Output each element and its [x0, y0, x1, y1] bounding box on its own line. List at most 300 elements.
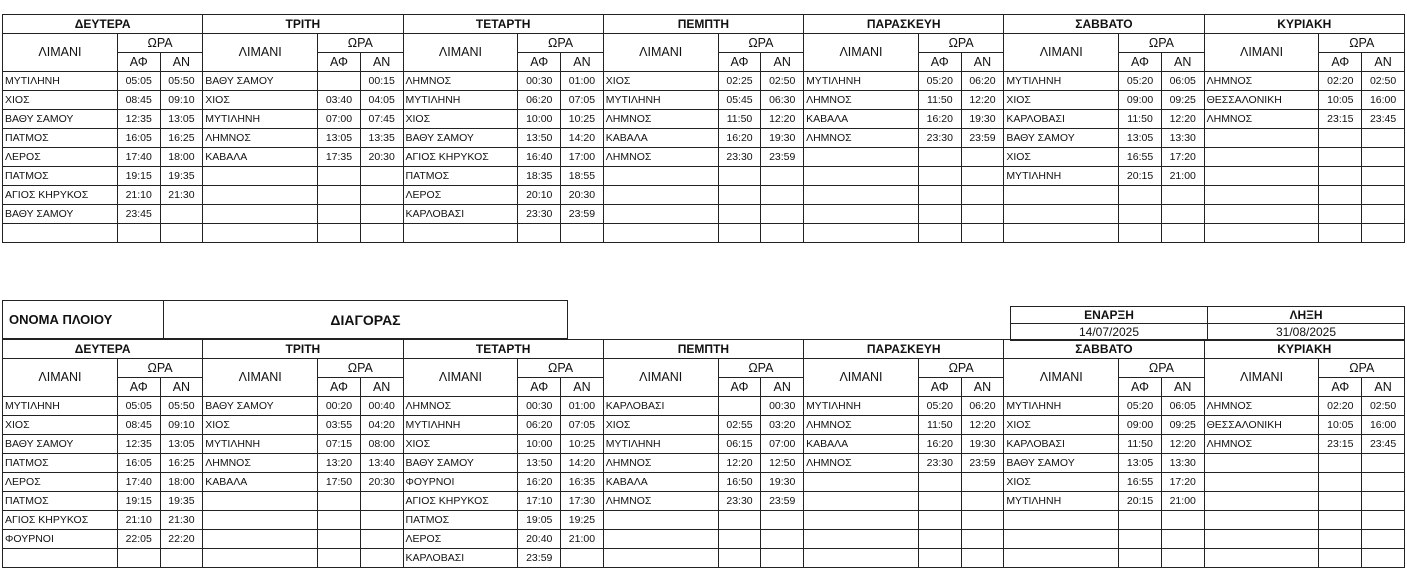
arrival-time-cell: 17:00: [561, 148, 604, 167]
departure-time-cell: 02:25: [718, 72, 761, 91]
end-date-label: ΛΗΞΗ: [1208, 307, 1405, 324]
port-cell: [1204, 492, 1319, 511]
table-row: [3, 205, 1405, 224]
arrival-time-cell: [360, 186, 403, 205]
port-cell: [1004, 549, 1119, 568]
port-cell: ΧΙΟΣ: [1004, 91, 1119, 110]
arrival-column-header: ΑΝ: [961, 378, 1004, 397]
port-cell: [804, 530, 919, 549]
departure-time-cell: [318, 492, 361, 511]
arrival-time-cell: 06:05: [1161, 72, 1204, 91]
port-cell: ΛΗΜΝΟΣ: [603, 454, 718, 473]
arrival-time-cell: 06:20: [961, 72, 1004, 91]
port-cell: [1204, 167, 1319, 186]
port-cell: ΑΓΙΟΣ ΚΗΡΥΚΟΣ: [3, 511, 118, 530]
arrival-time-cell: 18:00: [160, 473, 203, 492]
arrival-time-cell: 17:20: [1161, 473, 1204, 492]
table-row: [3, 110, 1405, 129]
port-cell: [1204, 549, 1319, 568]
arrival-time-cell: [961, 224, 1004, 243]
arrival-time-cell: 02:50: [1362, 397, 1405, 416]
day-name: ΣΑΒΒΑΤΟ: [1004, 15, 1204, 34]
departure-time-cell: 05:05: [117, 72, 160, 91]
port-cell: [203, 511, 318, 530]
arrival-time-cell: 18:00: [160, 148, 203, 167]
arrival-time-cell: [961, 148, 1004, 167]
departure-time-cell: [918, 186, 961, 205]
port-cell: [1204, 530, 1319, 549]
arrival-time-cell: [360, 492, 403, 511]
arrival-time-cell: [1362, 186, 1405, 205]
port-column-header: ΛΙΜΑΝΙ: [603, 359, 718, 397]
arrival-time-cell: [360, 205, 403, 224]
arrival-time-cell: 00:15: [360, 72, 403, 91]
arrival-time-cell: 23:59: [961, 129, 1004, 148]
day-name: ΔΕΥΤΕΡΑ: [3, 15, 203, 34]
arrival-time-cell: 12:20: [1161, 435, 1204, 454]
time-column-header: ΩΡΑ: [1319, 34, 1405, 53]
arrival-time-cell: 23:59: [561, 205, 604, 224]
arrival-time-cell: 04:20: [360, 416, 403, 435]
departure-time-cell: 13:20: [318, 454, 361, 473]
arrival-time-cell: 07:45: [360, 110, 403, 129]
port-cell: [1204, 511, 1319, 530]
departure-time-cell: [1319, 129, 1362, 148]
day-name: ΚΥΡΙΑΚΗ: [1204, 340, 1404, 359]
port-cell: ΒΑΘΥ ΣΑΜΟΥ: [403, 129, 518, 148]
arrival-time-cell: 06:20: [961, 397, 1004, 416]
departure-time-cell: [718, 549, 761, 568]
departure-column-header: ΑΦ: [117, 53, 160, 72]
day-name: ΠΕΜΠΤΗ: [603, 15, 803, 34]
departure-time-cell: [718, 205, 761, 224]
departure-time-cell: [1119, 511, 1162, 530]
table-row: [3, 492, 1405, 511]
arrival-time-cell: [961, 167, 1004, 186]
port-cell: ΛΗΜΝΟΣ: [603, 492, 718, 511]
arrival-time-cell: 03:20: [761, 416, 804, 435]
departure-time-cell: 13:05: [1119, 129, 1162, 148]
port-cell: [1204, 224, 1319, 243]
port-cell: [603, 224, 718, 243]
departure-column-header: ΑΦ: [918, 53, 961, 72]
departure-time-cell: 12:35: [117, 110, 160, 129]
port-cell: ΚΑΒΑΛΑ: [804, 435, 919, 454]
arrival-column-header: ΑΝ: [160, 378, 203, 397]
arrival-time-cell: 09:10: [160, 416, 203, 435]
arrival-column-header: ΑΝ: [761, 53, 804, 72]
time-column-header: ΩΡΑ: [117, 359, 202, 378]
arrival-time-cell: [1161, 205, 1204, 224]
departure-time-cell: [918, 530, 961, 549]
departure-column-header: ΑΦ: [718, 53, 761, 72]
arrival-time-cell: 19:25: [561, 511, 604, 530]
port-cell: ΚΑΒΑΛΑ: [203, 473, 318, 492]
arrival-time-cell: [761, 224, 804, 243]
departure-time-cell: [1319, 224, 1362, 243]
arrival-time-cell: 02:50: [761, 72, 804, 91]
arrival-time-cell: 13:30: [1161, 129, 1204, 148]
port-cell: [1204, 129, 1319, 148]
arrival-time-cell: [160, 549, 203, 568]
port-column-header: ΛΙΜΑΝΙ: [1204, 359, 1319, 397]
departure-time-cell: 07:15: [318, 435, 361, 454]
departure-time-cell: 05:20: [1119, 72, 1162, 91]
port-cell: ΛΗΜΝΟΣ: [403, 72, 518, 91]
departure-time-cell: 06:20: [518, 416, 561, 435]
departure-column-header: ΑΦ: [318, 378, 361, 397]
port-cell: ΛΕΡΟΣ: [3, 148, 118, 167]
departure-time-cell: 13:50: [518, 454, 561, 473]
day-name: ΠΑΡΑΣΚΕΥΗ: [804, 340, 1004, 359]
port-cell: ΛΕΡΟΣ: [403, 530, 518, 549]
arrival-time-cell: 13:05: [160, 435, 203, 454]
departure-time-cell: 13:50: [518, 129, 561, 148]
day-name: ΠΑΡΑΣΚΕΥΗ: [804, 15, 1004, 34]
port-cell: ΛΗΜΝΟΣ: [1204, 110, 1319, 129]
port-cell: ΠΑΤΜΟΣ: [3, 129, 118, 148]
day-header-row: [3, 15, 1405, 34]
departure-time-cell: 02:55: [718, 416, 761, 435]
departure-time-cell: 23:30: [918, 454, 961, 473]
port-cell: [203, 224, 318, 243]
port-cell: [1204, 205, 1319, 224]
arrival-column-header: ΑΝ: [561, 53, 604, 72]
departure-time-cell: 10:00: [518, 435, 561, 454]
departure-column-header: ΑΦ: [518, 53, 561, 72]
day-name: ΤΡΙΤΗ: [203, 340, 403, 359]
port-cell: [203, 205, 318, 224]
port-cell: ΜΥΤΙΛΗΝΗ: [603, 435, 718, 454]
day-name: ΔΕΥΤΕΡΑ: [3, 340, 203, 359]
arrival-time-cell: [961, 549, 1004, 568]
ship-name-box: [2, 300, 568, 339]
port-cell: ΜΥΤΙΛΗΝΗ: [1004, 167, 1119, 186]
port-cell: [804, 549, 919, 568]
port-column-header: ΛΙΜΑΝΙ: [603, 34, 718, 72]
arrival-time-cell: 09:25: [1161, 416, 1204, 435]
port-column-header: ΛΙΜΑΝΙ: [203, 359, 318, 397]
port-cell: ΚΑΡΛΟΒΑΣΙ: [1004, 435, 1119, 454]
arrival-time-cell: 16:25: [160, 129, 203, 148]
departure-time-cell: 02:20: [1319, 72, 1362, 91]
arrival-time-cell: 12:20: [761, 110, 804, 129]
port-cell: ΜΥΤΙΛΗΝΗ: [804, 397, 919, 416]
arrival-time-cell: [1362, 530, 1405, 549]
port-cell: ΚΑΡΛΟΒΑΣΙ: [403, 549, 518, 568]
port-cell: [1004, 186, 1119, 205]
arrival-time-cell: [961, 473, 1004, 492]
arrival-time-cell: 20:30: [561, 186, 604, 205]
table-row: [3, 473, 1405, 492]
departure-time-cell: 03:55: [318, 416, 361, 435]
arrival-time-cell: 19:30: [761, 473, 804, 492]
port-cell: ΚΑΒΑΛΑ: [603, 473, 718, 492]
arrival-time-cell: [1362, 549, 1405, 568]
port-cell: ΠΑΤΜΟΣ: [403, 511, 518, 530]
departure-time-cell: 02:20: [1319, 397, 1362, 416]
arrival-column-header: ΑΝ: [961, 53, 1004, 72]
departure-column-header: ΑΦ: [117, 378, 160, 397]
departure-time-cell: [918, 492, 961, 511]
port-cell: ΛΗΜΝΟΣ: [1204, 72, 1319, 91]
departure-time-cell: 00:30: [518, 397, 561, 416]
departure-time-cell: 05:45: [718, 91, 761, 110]
time-column-header: ΩΡΑ: [718, 34, 803, 53]
departure-time-cell: [318, 511, 361, 530]
time-column-header: ΩΡΑ: [1319, 359, 1405, 378]
departure-time-cell: [1319, 148, 1362, 167]
departure-time-cell: 12:35: [117, 435, 160, 454]
departure-time-cell: 10:05: [1319, 416, 1362, 435]
port-cell: [3, 224, 118, 243]
port-cell: ΧΙΟΣ: [3, 91, 118, 110]
arrival-time-cell: [1161, 224, 1204, 243]
port-column-header: ΛΙΜΑΝΙ: [3, 359, 118, 397]
port-cell: ΧΙΟΣ: [603, 72, 718, 91]
start-date-label: ΕΝΑΡΞΗ: [1011, 307, 1208, 324]
port-cell: ΠΑΤΜΟΣ: [403, 167, 518, 186]
departure-column-header: ΑΦ: [718, 378, 761, 397]
departure-time-cell: [117, 224, 160, 243]
arrival-time-cell: 19:35: [160, 492, 203, 511]
arrival-time-cell: [761, 549, 804, 568]
departure-time-cell: 20:15: [1119, 167, 1162, 186]
departure-time-cell: [318, 224, 361, 243]
port-cell: ΜΥΤΙΛΗΝΗ: [203, 110, 318, 129]
ship-name-label: ΟΝΟΜΑ ΠΛΟΙΟΥ: [3, 301, 164, 339]
departure-column-header: ΑΦ: [1119, 378, 1162, 397]
arrival-time-cell: 10:25: [561, 435, 604, 454]
port-cell: ΒΑΘΥ ΣΑΜΟΥ: [3, 435, 118, 454]
arrival-time-cell: 18:55: [561, 167, 604, 186]
departure-time-cell: 13:05: [318, 129, 361, 148]
port-cell: ΛΗΜΝΟΣ: [603, 148, 718, 167]
arrival-time-cell: 04:05: [360, 91, 403, 110]
arrival-time-cell: 21:00: [561, 530, 604, 549]
table-row: [3, 397, 1405, 416]
port-cell: [603, 530, 718, 549]
time-column-header: ΩΡΑ: [918, 34, 1003, 53]
port-cell: ΒΑΘΥ ΣΑΜΟΥ: [203, 397, 318, 416]
departure-time-cell: 11:50: [918, 416, 961, 435]
departure-time-cell: [1119, 186, 1162, 205]
departure-time-cell: 22:05: [117, 530, 160, 549]
port-cell: ΜΥΤΙΛΗΝΗ: [804, 72, 919, 91]
port-cell: ΑΓΙΟΣ ΚΗΡΥΚΟΣ: [403, 492, 518, 511]
departure-time-cell: 23:15: [1319, 435, 1362, 454]
port-cell: ΧΙΟΣ: [203, 416, 318, 435]
departure-time-cell: [918, 224, 961, 243]
port-cell: ΒΑΘΥ ΣΑΜΟΥ: [3, 205, 118, 224]
arrival-column-header: ΑΝ: [1362, 378, 1405, 397]
departure-time-cell: 20:40: [518, 530, 561, 549]
departure-time-cell: [1319, 530, 1362, 549]
departure-time-cell: 08:45: [117, 416, 160, 435]
port-cell: ΒΑΘΥ ΣΑΜΟΥ: [1004, 129, 1119, 148]
port-cell: ΜΥΤΙΛΗΝΗ: [3, 397, 118, 416]
arrival-time-cell: [360, 224, 403, 243]
departure-time-cell: [1319, 167, 1362, 186]
arrival-time-cell: 21:30: [160, 511, 203, 530]
departure-column-header: ΑΦ: [518, 378, 561, 397]
arrival-column-header: ΑΝ: [1161, 53, 1204, 72]
departure-time-cell: 05:05: [117, 397, 160, 416]
time-column-header: ΩΡΑ: [518, 34, 603, 53]
departure-time-cell: 06:15: [718, 435, 761, 454]
arrival-time-cell: 21:30: [160, 186, 203, 205]
departure-time-cell: 19:05: [518, 511, 561, 530]
departure-time-cell: 05:20: [918, 397, 961, 416]
port-cell: [603, 511, 718, 530]
departure-column-header: ΑΦ: [318, 53, 361, 72]
departure-time-cell: [1319, 186, 1362, 205]
arrival-time-cell: 16:35: [561, 473, 604, 492]
departure-time-cell: 00:30: [518, 72, 561, 91]
arrival-time-cell: 14:20: [561, 129, 604, 148]
departure-time-cell: [918, 167, 961, 186]
departure-column-header: ΑΦ: [1119, 53, 1162, 72]
departure-time-cell: 06:20: [518, 91, 561, 110]
arrival-time-cell: [761, 530, 804, 549]
departure-time-cell: [1319, 473, 1362, 492]
departure-time-cell: 17:40: [117, 148, 160, 167]
arrival-time-cell: [961, 186, 1004, 205]
port-cell: [1204, 148, 1319, 167]
departure-time-cell: 11:50: [718, 110, 761, 129]
arrival-time-cell: 17:30: [561, 492, 604, 511]
departure-time-cell: 21:10: [117, 186, 160, 205]
arrival-time-cell: 13:05: [160, 110, 203, 129]
day-name: ΤΕΤΑΡΤΗ: [403, 15, 603, 34]
arrival-column-header: ΑΝ: [160, 53, 203, 72]
arrival-time-cell: 09:25: [1161, 91, 1204, 110]
arrival-column-header: ΑΝ: [561, 378, 604, 397]
port-cell: [1204, 473, 1319, 492]
port-cell: [804, 205, 919, 224]
arrival-column-header: ΑΝ: [1362, 53, 1405, 72]
port-cell: [403, 224, 518, 243]
port-cell: ΚΑΒΑΛΑ: [603, 129, 718, 148]
arrival-time-cell: [961, 492, 1004, 511]
table-row: [3, 129, 1405, 148]
arrival-time-cell: 23:59: [761, 492, 804, 511]
day-name: ΠΕΜΠΤΗ: [603, 340, 803, 359]
port-cell: ΠΑΤΜΟΣ: [3, 492, 118, 511]
port-column-header: ΛΙΜΑΝΙ: [3, 34, 118, 72]
departure-time-cell: 17:35: [318, 148, 361, 167]
arrival-time-cell: 05:50: [160, 397, 203, 416]
departure-time-cell: [318, 72, 361, 91]
departure-time-cell: 09:00: [1119, 416, 1162, 435]
day-header-row: [3, 340, 1405, 359]
time-column-header: ΩΡΑ: [518, 359, 603, 378]
arrival-time-cell: [1362, 473, 1405, 492]
departure-time-cell: 11:50: [918, 91, 961, 110]
port-cell: ΧΙΟΣ: [1004, 473, 1119, 492]
arrival-time-cell: [1362, 454, 1405, 473]
port-cell: ΛΗΜΝΟΣ: [603, 110, 718, 129]
ship-name-value: ΔΙΑΓΟΡΑΣ: [164, 301, 568, 339]
departure-time-cell: 11:50: [1119, 435, 1162, 454]
port-cell: ΘΕΣΣΑΛΟΝΙΚΗ: [1204, 416, 1319, 435]
port-cell: [203, 167, 318, 186]
arrival-time-cell: [961, 205, 1004, 224]
port-column-header: ΛΙΜΑΝΙ: [1004, 359, 1119, 397]
port-cell: ΜΥΤΙΛΗΝΗ: [403, 416, 518, 435]
arrival-time-cell: 07:05: [561, 91, 604, 110]
departure-time-cell: 16:05: [117, 129, 160, 148]
departure-time-cell: 03:40: [318, 91, 361, 110]
arrival-time-cell: [1161, 530, 1204, 549]
time-column-header: ΩΡΑ: [1119, 34, 1204, 53]
arrival-time-cell: [360, 530, 403, 549]
port-column-header: ΛΙΜΑΝΙ: [403, 359, 518, 397]
arrival-time-cell: 13:35: [360, 129, 403, 148]
day-name: ΚΥΡΙΑΚΗ: [1204, 15, 1404, 34]
departure-time-cell: 05:20: [1119, 397, 1162, 416]
departure-time-cell: 12:20: [718, 454, 761, 473]
arrival-column-header: ΑΝ: [360, 378, 403, 397]
port-cell: ΜΥΤΙΛΗΝΗ: [403, 91, 518, 110]
departure-time-cell: 21:10: [117, 511, 160, 530]
arrival-time-cell: [561, 224, 604, 243]
arrival-time-cell: 21:00: [1161, 492, 1204, 511]
time-column-header: ΩΡΑ: [318, 359, 403, 378]
arrival-time-cell: [1362, 205, 1405, 224]
departure-time-cell: 23:30: [518, 205, 561, 224]
arrival-time-cell: [761, 167, 804, 186]
port-cell: [603, 186, 718, 205]
departure-time-cell: 16:20: [918, 110, 961, 129]
departure-time-cell: 16:40: [518, 148, 561, 167]
port-cell: ΧΙΟΣ: [1004, 416, 1119, 435]
departure-time-cell: 16:20: [718, 129, 761, 148]
port-cell: [3, 549, 118, 568]
port-cell: [603, 205, 718, 224]
departure-time-cell: 16:50: [718, 473, 761, 492]
arrival-column-header: ΑΝ: [761, 378, 804, 397]
arrival-time-cell: 08:00: [360, 435, 403, 454]
arrival-time-cell: [761, 205, 804, 224]
departure-time-cell: 07:00: [318, 110, 361, 129]
arrival-time-cell: [961, 511, 1004, 530]
arrival-time-cell: 07:05: [561, 416, 604, 435]
table-row: [3, 148, 1405, 167]
port-cell: [203, 492, 318, 511]
port-cell: ΚΑΡΛΟΒΑΣΙ: [603, 397, 718, 416]
port-cell: ΜΥΤΙΛΗΝΗ: [1004, 397, 1119, 416]
port-cell: [804, 148, 919, 167]
departure-column-header: ΑΦ: [1319, 53, 1362, 72]
time-column-header: ΩΡΑ: [117, 34, 202, 53]
arrival-time-cell: 05:50: [160, 72, 203, 91]
departure-time-cell: [918, 148, 961, 167]
table-row: [3, 549, 1405, 568]
port-column-header: ΛΙΜΑΝΙ: [1204, 34, 1319, 72]
arrival-time-cell: 13:30: [1161, 454, 1204, 473]
arrival-time-cell: [1161, 549, 1204, 568]
port-cell: ΜΥΤΙΛΗΝΗ: [603, 91, 718, 110]
arrival-time-cell: [1362, 129, 1405, 148]
arrival-time-cell: 19:30: [761, 129, 804, 148]
arrival-time-cell: 19:35: [160, 167, 203, 186]
departure-time-cell: 16:20: [918, 435, 961, 454]
departure-time-cell: [1119, 205, 1162, 224]
port-cell: [203, 186, 318, 205]
departure-time-cell: [1119, 530, 1162, 549]
validity-period-box: [1010, 306, 1405, 341]
